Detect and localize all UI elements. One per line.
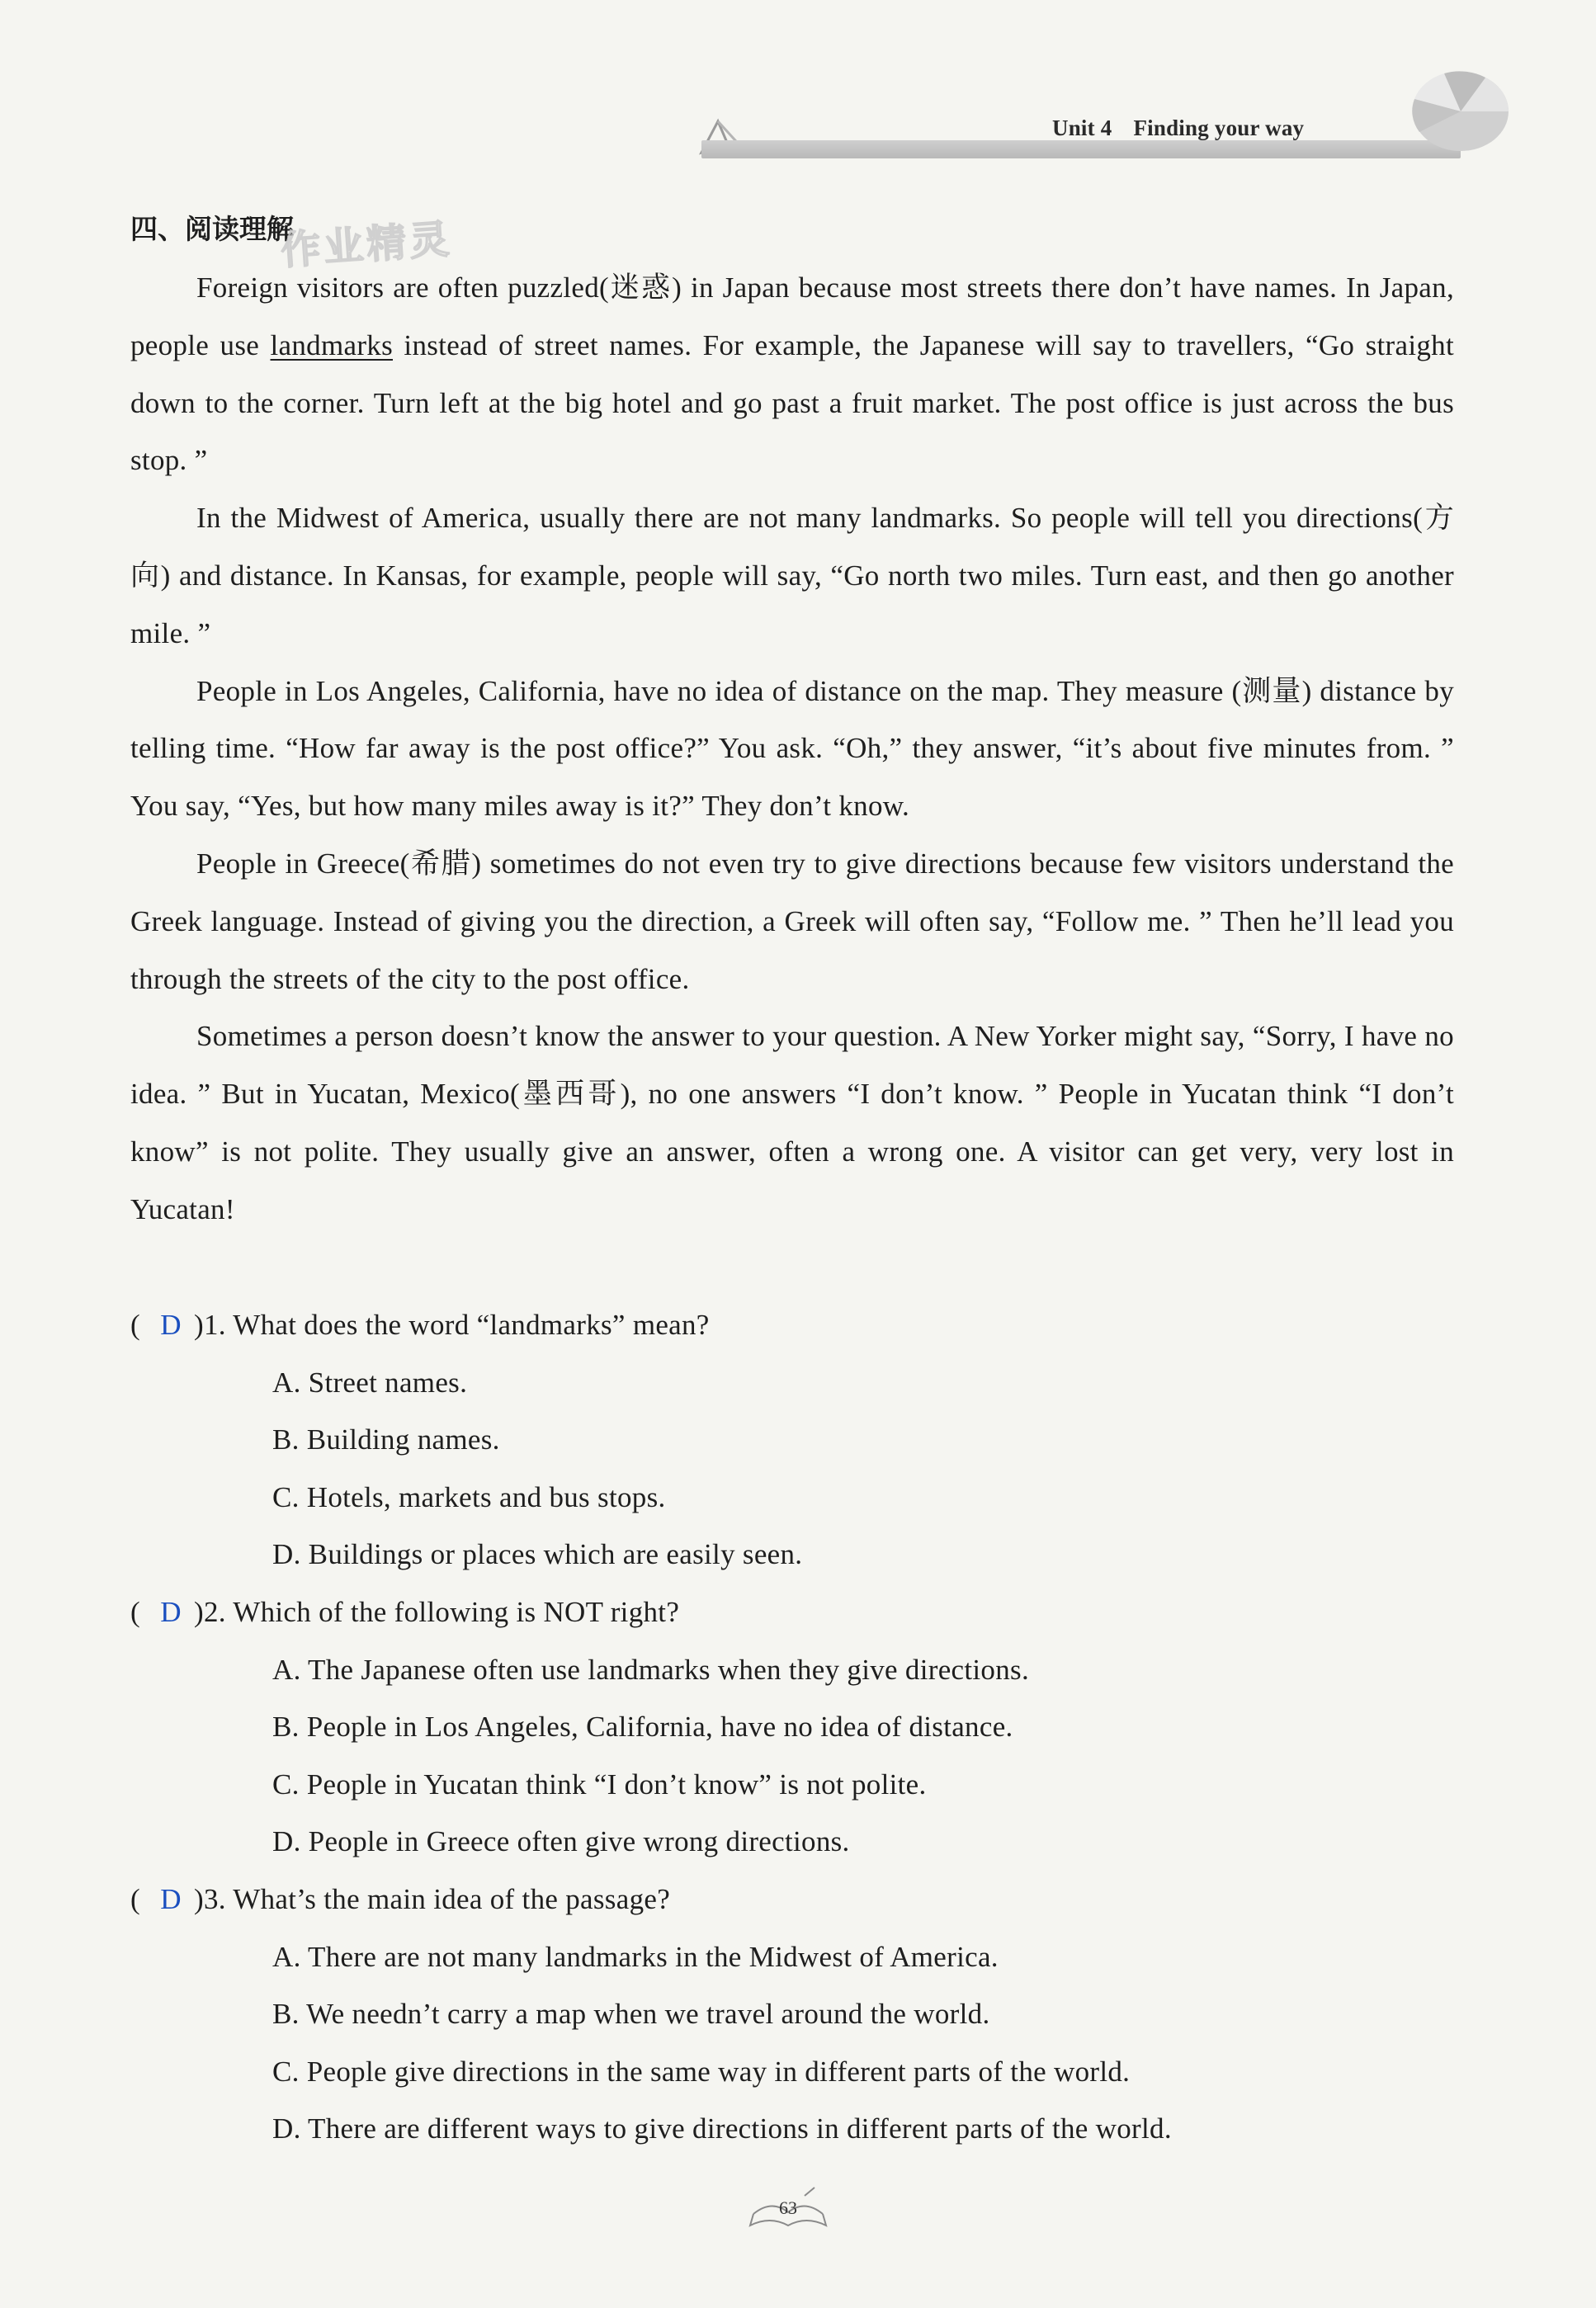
- reading-passage: [130, 259, 1454, 1239]
- option-3d: D. There are different ways to give directions in different parts of the world.: [272, 2112, 1172, 2145]
- question-number-1: 1.: [203, 1309, 226, 1341]
- passage-paragraph-4: People in Greece(希腊) sometimes do not even try to give directions because few visitors understand the Greek language. Instead of giving you the direction, a Greek will often say, “Follow me. ” Then he’ll lead you through the streets of the city to the post office.: [130, 847, 1454, 995]
- option-1c: C. Hotels, markets and bus stops.: [272, 1480, 666, 1513]
- option-3b: B. We needn’t carry a map when we travel around the world.: [272, 1998, 990, 2031]
- option-2d: D. People in Greece often give wrong directions.: [272, 1825, 850, 1858]
- passage-paragraph-3: People in Los Angeles, California, have no idea of distance on the map. They measure (测量) distance by telling time. “How far away is the post office?” You ask. “Oh,” they answer, “it’s about five minutes from. ” You say, “Yes, but how many miles away is it?” They don’t know.: [130, 674, 1454, 823]
- option-3c: C. People give directions in the same way in different parts of the world.: [272, 2055, 1131, 2088]
- section-heading: 四、阅读理解: [130, 213, 294, 245]
- page-number: 63: [779, 2197, 797, 2218]
- option-2c: C. People in Yucatan think “I don’t know” is not polite.: [272, 1768, 927, 1801]
- answer-mark-2: D: [160, 1595, 182, 1628]
- passage-paragraph-5: Sometimes a person doesn’t know the answer to your question. A New Yorker might say, “Sorry, I have no idea. ” But in Yucatan, Mexico(墨西哥), no one answers “I don’t know. ” People in Yucatan think “I don’t know” is not polite. They usually give an answer, often a wrong one. A visitor can get very, very lost in Yucatan!: [130, 1020, 1454, 1225]
- answer-mark-1: D: [160, 1309, 182, 1341]
- question-text-1: What does the word “landmarks” mean?: [233, 1309, 710, 1341]
- question-number-3: 3.: [203, 1882, 226, 1915]
- option-1b: B. Building names.: [272, 1423, 500, 1456]
- page-footer: [747, 2181, 829, 2230]
- underlined-keyword: landmarks: [270, 328, 393, 361]
- question-2: ( D )2. Which of the following is NOT right? A. The Japanese often use landmarks when they give directions. B. People in Los Angeles, California, have no idea of distance. C. People in Yucatan think “I don’t know” is not polite. D. People in Greece often give wrong directions.: [130, 1584, 1459, 1871]
- header-title: [1052, 116, 1304, 141]
- answer-mark-3: D: [160, 1882, 182, 1915]
- option-1a: A. Street names.: [272, 1366, 468, 1399]
- question-number-2: 2.: [203, 1595, 226, 1628]
- option-1d: D. Buildings or places which are easily seen.: [272, 1538, 803, 1571]
- question-3: ( D )3. What’s the main idea of the passage? A. There are not many landmarks in the Midwest of America. B. We needn’t carry a map when we travel around the world. C. People give directions in the same way in different parts of the world. D. There are different ways to give directions in different parts of the world.: [130, 1871, 1459, 2158]
- question-text-2: Which of the following is NOT right?: [233, 1595, 680, 1628]
- question-list: [130, 1296, 1459, 2158]
- option-2b: B. People in Los Angeles, California, have no idea of distance.: [272, 1711, 1013, 1744]
- option-2a: A. The Japanese often use landmarks when they give directions.: [272, 1653, 1029, 1686]
- header-unit-title: Finding your way: [1133, 116, 1305, 140]
- passage-paragraph-1: Foreign visitors are often puzzled(迷惑) in Japan because most streets there don’t have names. In Japan, people use landmarks instead of street names. For example, the Japanese will say to travellers, “Go straight down to the corner. Turn left at the big hotel and go past a fruit market. The post office is just across the bus stop. ”: [130, 271, 1454, 477]
- header-unit: Unit 4: [1052, 116, 1112, 140]
- watermark-logo: 作业精灵: [279, 215, 455, 275]
- header-disc-icon: [1403, 66, 1510, 157]
- option-3a: A. There are not many landmarks in the Midwest of America.: [272, 1940, 999, 1973]
- header-rule: [701, 140, 1461, 158]
- question-1: ( D )1. What does the word “landmarks” mean? A. Street names. B. Building names. C. Hotels, markets and bus stops. D. Buildings or places which are easily seen.: [130, 1296, 1459, 1584]
- question-text-3: What’s the main idea of the passage?: [233, 1882, 671, 1915]
- passage-paragraph-2: In the Midwest of America, usually there are not many landmarks. So people will tell you directions(方向) and distance. In Kansas, for example, people will say, “Go north two miles. Turn east, and then go another mile. ”: [130, 502, 1454, 649]
